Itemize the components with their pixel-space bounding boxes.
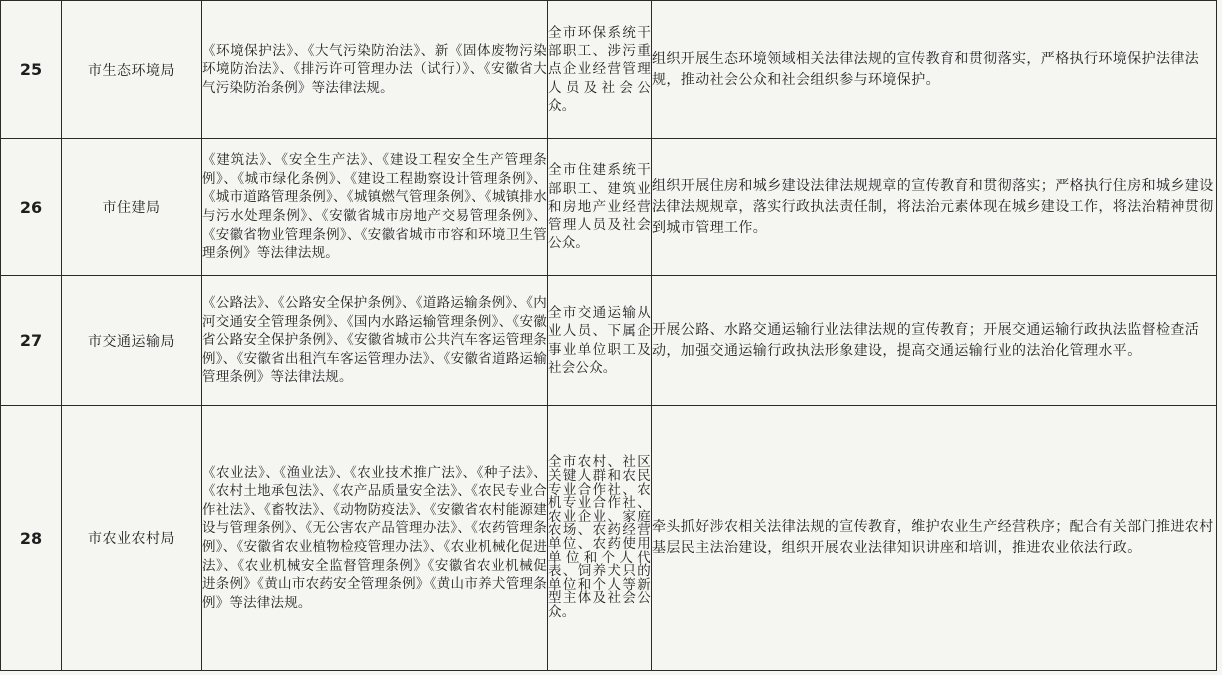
requirement-text: 开展公路、水路交通运输行业法律法规的宣传教育；开展交通运输行政执法监督检查活动，加强交通运输行政执法形象建设，提高交通运输行业的法治化管理水平。: [652, 321, 1200, 359]
audience-cell: [548, 276, 652, 406]
table-row: [1, 139, 1217, 276]
law-list-text: 《公路法》、《公路安全保护条例》、《道路运输条例》、《内河交通安全管理条例》、《国内水路运输管理条例》、《安徽省公路安全保护条例》、《安徽省城市公共汽车客运管理条例》、《安徽省出租汽车客运管理办法》、《安徽省道路运输管理条例》等法律法规。: [202, 295, 547, 386]
audience-text: 全市环保系统干部职工、涉污重点企业经营管理人员及社会公众。: [548, 24, 651, 114]
audience-text: 全市交通运输从业人员、下属企事业单位职工及社会公众。: [548, 305, 651, 376]
requirement-text: 组织开展住房和城乡建设法律法规规章的宣传教育和贯彻落实；严格执行住房和城乡建设法律法规规章，落实行政执法责任制，将法治元素体现在城乡建设工作，将法治精神贯彻到城市管理工作。: [652, 177, 1214, 236]
requirement-text: 组织开展生态环境领域相关法律法规的宣传教育和贯彻落实，严格执行环境保护法律法规，推动社会公众和社会组织参与环境保护。: [652, 50, 1200, 88]
row-number: 27: [1, 276, 62, 406]
row-number: 28: [1, 406, 62, 671]
table-row: [1, 1, 1217, 139]
audience-text: 全市住建系统干部职工、建筑业和房地产业经营管理人员及社会公众。: [548, 162, 651, 252]
department-name: 市住建局: [62, 139, 202, 276]
row-number: 26: [1, 139, 62, 276]
law-list: [202, 276, 548, 406]
law-list: [202, 139, 548, 276]
audience-cell: [548, 406, 652, 671]
law-list-text: 《建筑法》、《安全生产法》、《建设工程安全生产管理条例》、《城市绿化条例》、《建设工程勘察设计管理条例》、《城市道路管理条例》、《城镇燃气管理条例》、《城镇排水与污水处理条例》、《安徽省城市房地产交易管理条例》、《安徽省物业管理条例》、《安徽省城市市容和环境卫生管理条例》等法律法规。: [202, 152, 547, 262]
table-row: [1, 406, 1217, 671]
requirement-cell: [652, 1, 1217, 139]
row-number: 25: [1, 1, 62, 139]
audience-cell: [548, 1, 652, 139]
law-list-text: 《农业法》、《渔业法》、《农业技术推广法》、《种子法》、《农村土地承包法》、《农产品质量安全法》、《农民专业合作社法》、《畜牧法》、《动物防疫法》、《安徽省农村能源建设与管理条例》、《无公害农产品管理办法》、《农药管理条例》、《安徽省农业植物检疫管理办法》、《农业机械化促进法》、《农业机械安全监督管理条例》《安徽省农业机械促进条例》《黄山市农药安全管理条例》《黄山市养犬管理条例》等法律法规。: [202, 464, 547, 611]
audience-cell: [548, 139, 652, 276]
law-list: [202, 1, 548, 139]
law-list: [202, 406, 548, 671]
requirement-cell: [652, 406, 1217, 671]
audience-text: 全市农村、社区关键人群和农民专业合作社、农机专业合作社、农业企业、家庭农场、农药经营单位、农药使用单位和个人代表、饲养犬只的单位和个人等新型主体及社会公众。: [548, 454, 651, 620]
department-name: 市交通运输局: [62, 276, 202, 406]
table-row: [1, 276, 1217, 406]
department-name: 市农业农村局: [62, 406, 202, 671]
law-list-text: 《环境保护法》、《大气污染防治法》、新《固体废物污染环境防治法》、《排污许可管理办法（试行）》、《安徽省大气污染防治条例》等法律法规。: [202, 42, 547, 96]
department-name: 市生态环境局: [62, 1, 202, 139]
requirement-text: 牵头抓好涉农相关法律法规的宣传教育，维护农业生产经营秩序；配合有关部门推进农村基层民主法治建设，组织开展农业法律知识讲座和培训，推进农业依法行政。: [652, 519, 1214, 556]
requirement-cell: [652, 276, 1217, 406]
requirement-cell: [652, 139, 1217, 276]
